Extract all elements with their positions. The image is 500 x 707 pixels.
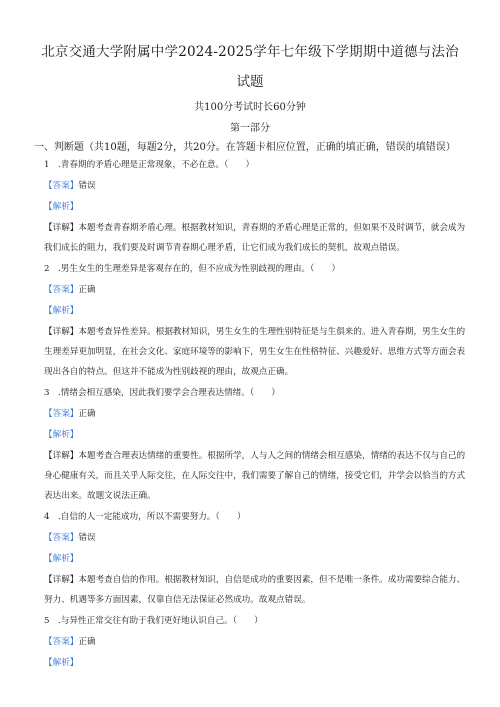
question-stem: 1 .青春期的矛盾心理是正常现象，不必在意。（ ） (44, 160, 255, 170)
question-stem: 3 .情绪会相互感染，因此我们要学会合理表达情绪。（ ） (44, 388, 280, 398)
detail-line: 【详解】本题考查青春期矛盾心理。根据教材知识，青春期的矛盾心理是正常的，但如果不及时调节，就会成为 (44, 223, 466, 233)
question-stem: 4 .自信的人一定能成功，所以不需要努力。（ ） (44, 512, 246, 522)
answer-value: 错误 (78, 533, 96, 543)
document-title-continued: 试题 (236, 74, 264, 90)
part-heading: 第一部分 (230, 123, 270, 134)
answer-line (44, 407, 96, 419)
answer-line (44, 283, 96, 295)
detail-line: 【详解】本题考查合理表达情绪的重要性。根据所学，人与人之间的情绪会相互感染，情绪的表达不仅与自己的 (44, 451, 466, 461)
answer-value: 正确 (78, 285, 96, 295)
answer-tag: 【答案】 (44, 533, 79, 543)
answer-line (44, 531, 96, 543)
answer-tag: 【答案】 (44, 409, 79, 419)
answer-line (44, 635, 96, 647)
detail-line: 身心健康有关，而且关乎人际交往，在人际交往中，我们需要了解自己的情绪，接受它们，并学会以恰当的方式 (44, 471, 466, 481)
answer-value: 错误 (78, 181, 96, 191)
document-title: 北京交通大学附属中学2024-2025学年七年级下学期期中道德与法治 (41, 44, 459, 60)
analysis-tag: 【解析】 (44, 554, 79, 564)
answer-value: 正确 (78, 409, 96, 419)
analysis-tag: 【解析】 (44, 306, 79, 316)
analysis-tag: 【解析】 (44, 430, 79, 440)
section-heading: 一、判断题（共10题，每题2分，共20分。在答题卡相应位置，正确的填正确，错误的填错误） (34, 142, 456, 153)
detail-line: 【详解】本题考查自信的作用。根据教材知识，自信是成功的重要因素，但不是唯一条件。成功需要综合能力、 (44, 575, 466, 585)
detail-line: 现出各自的特点。但这并不能成为性别歧视的理由，故观点正确。 (44, 367, 294, 377)
exam-meta: 共100分考试时长60分钟 (194, 102, 306, 113)
answer-tag: 【答案】 (44, 181, 79, 191)
question-stem: 5 .与异性正常交往有助于我们更好地认识自己。（ ） (44, 616, 263, 626)
answer-value: 正确 (78, 637, 96, 647)
answer-line (44, 179, 96, 191)
detail-line: 我们成长的阻力，我们要及时调节青春期心理矛盾，让它们成为我们成长的契机，故观点错误。 (44, 243, 405, 253)
analysis-tag: 【解析】 (44, 658, 79, 668)
detail-line: 表达出来。故题文说法正确。 (44, 491, 156, 501)
answer-tag: 【答案】 (44, 285, 79, 295)
detail-line: 生理差异更加明显，在社会文化、家庭环境等的影响下，男生女生在性格特征、兴趣爱好、思维方式等方面会表 (44, 347, 466, 357)
question-stem: 2 .男生女生的生理差异是客观存在的，但不应成为性别歧视的理由。（ ） (44, 264, 341, 274)
analysis-tag: 【解析】 (44, 202, 79, 212)
detail-line: 努力、机遇等多方面因素，仅靠自信无法保证必然成功。故观点错误。 (44, 595, 311, 605)
answer-tag: 【答案】 (44, 637, 79, 647)
detail-line: 【详解】本题考查异性差异。根据教材知识，男生女生的生理性别特征是与生俱来的。进入青春期，男生女生的 (44, 327, 466, 337)
